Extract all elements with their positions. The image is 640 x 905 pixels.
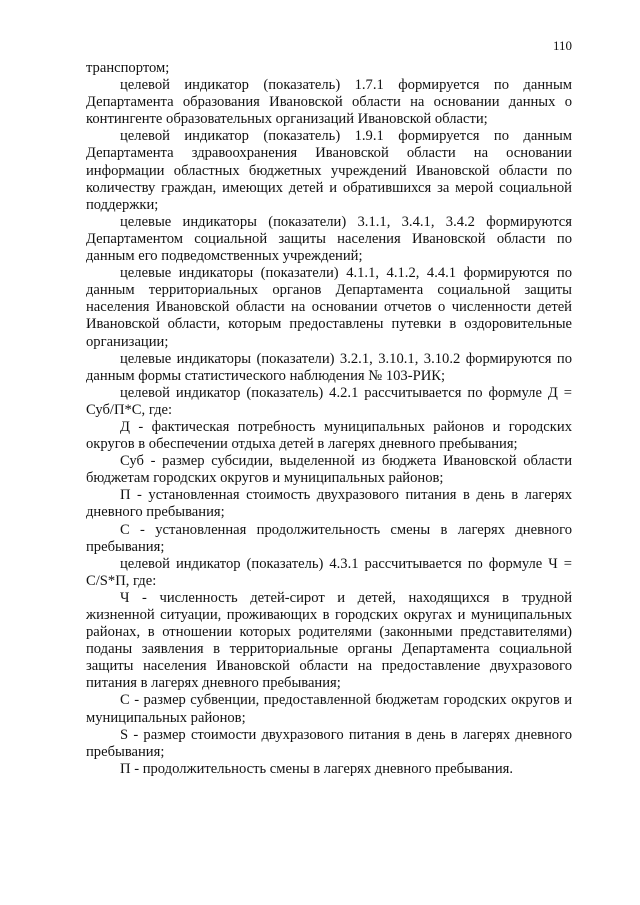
definition-p-duration: П - продолжительность смены в лагерях дневного пребывания.	[120, 760, 514, 777]
definition-p: П - установленная стоимость двухразового питания в день в лагерях дневного пребывания;	[86, 487, 572, 521]
paragraph-indicators-4-1-1: целевые индикаторы (показатели) 4.1.1, 4.1.2, 4.4.1 формируются по данным территориальных органов Департамента социальной защиты населения Ивановской области на основании отчетов о численности детей Ивановской области, которым предоставлены путевки в оздоровительные организации;	[86, 265, 572, 350]
paragraph-indicators-3-1-1: целевые индикаторы (показатели) 3.1.1, 3.4.1, 3.4.2 формируются Департаментом социальной защиты населения Ивановской области по данным его подведомственных учреждений;	[86, 213, 572, 265]
paragraph-formula-4-2-1: целевой индикатор (показатель) 4.2.1 рассчитывается по формуле Д = Суб/П*С, где:	[86, 384, 572, 418]
definition-sub: Суб - размер субсидии, выделенной из бюджета Ивановской области бюджетам городских округов и муниципальных районов;	[86, 453, 572, 487]
definition-c-subvention: С - размер субвенции, предоставленной бюджетам городских округов и муниципальных районов;	[86, 692, 572, 726]
paragraph-indicators-3-2-1: целевые индикаторы (показатели) 3.2.1, 3.10.1, 3.10.2 формируются по данным формы статистического наблюдения № 103-РИК;	[86, 350, 572, 384]
paragraph-indicator-1-7-1: целевой индикатор (показатель) 1.7.1 формируется по данным Департамента образования Ивановской области на основании данных о контингенте образовательных организаций Ивановской области;	[86, 77, 572, 128]
document-body	[86, 60, 572, 778]
paragraph-continuation: транспортом;	[86, 60, 170, 76]
paragraph-formula-4-3-1: целевой индикатор (показатель) 4.3.1 рассчитывается по формуле Ч = C/S*П, где:	[86, 555, 572, 589]
definition-s-cost: S - размер стоимости двухразового питания в день в лагерях дневного пребывания;	[86, 726, 572, 760]
definition-ch: Ч - численность детей-сирот и детей, находящихся в трудной жизненной ситуации, проживающих в городских округах и муниципальных районах, в отношении которых родителями (законными представителями) поданы заявления в территориальные органы Департамента социальной защиты населения Ивановской области на предоставление двухразового питания в лагерях дневного пребывания;	[86, 589, 572, 692]
paragraph-indicator-1-9-1: целевой индикатор (показатель) 1.9.1 формируется по данным Департамента здравоохранения Ивановской области на основании информации областных бюджетных учреждений Ивановской области по количеству граждан, имеющих детей и обратившихся за мерой социальной поддержки;	[86, 128, 572, 213]
definition-s: С - установленная продолжительность смены в лагерях дневного пребывания;	[86, 521, 572, 555]
definition-d: Д - фактическая потребность муниципальных районов и городских округов в обеспечении отдыха детей в лагерях дневного пребывания;	[86, 418, 572, 453]
page-number: 110	[552, 38, 572, 53]
